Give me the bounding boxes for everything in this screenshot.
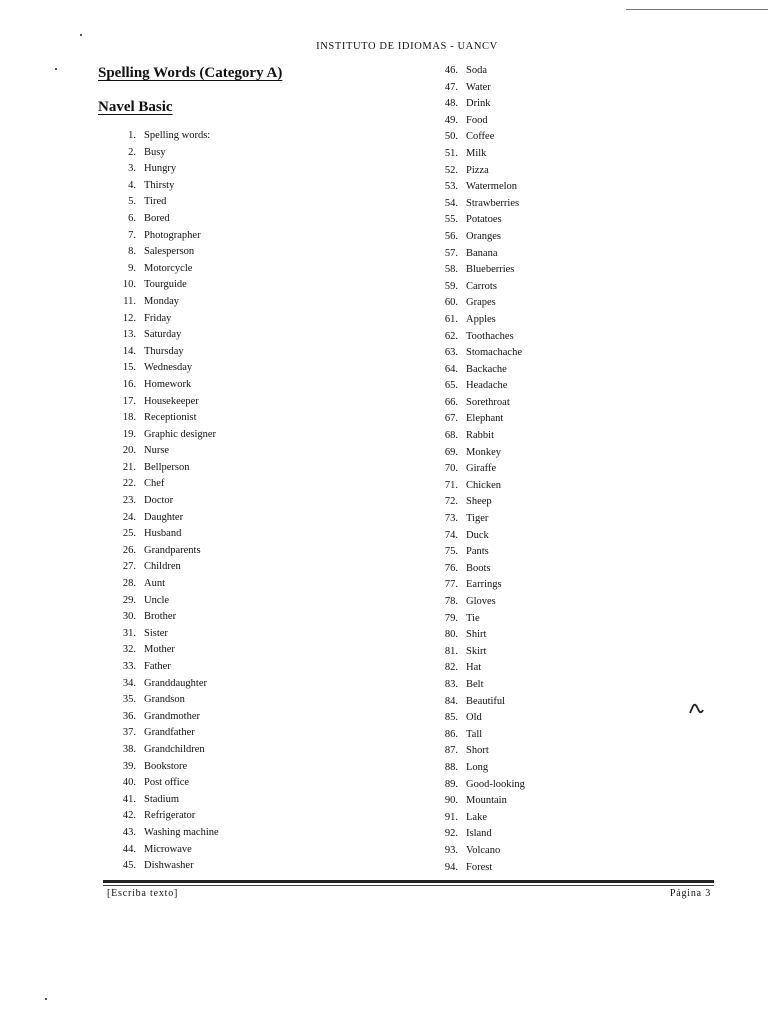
word-item: [106, 294, 219, 311]
word-number: 80.: [444, 629, 458, 641]
word-text: Tall: [466, 728, 483, 740]
word-number: 49.: [444, 114, 458, 126]
word-item: [106, 858, 219, 875]
word-number: 45.: [122, 860, 136, 872]
word-text: Children: [144, 561, 181, 573]
word-item: [430, 113, 525, 130]
word-text: Nurse: [144, 445, 170, 457]
word-text: Brother: [144, 611, 177, 623]
word-number: 2.: [128, 146, 136, 158]
word-number: 59.: [444, 280, 458, 292]
word-text: Giraffe: [466, 463, 497, 475]
word-text: Long: [466, 761, 489, 773]
word-number: 44.: [122, 843, 136, 855]
word-text: Father: [144, 661, 171, 672]
word-item: [430, 129, 525, 146]
word-text: Microwave: [144, 843, 192, 855]
word-item: [430, 295, 525, 312]
word-item: [106, 427, 219, 444]
word-number: 58.: [444, 264, 458, 276]
word-number: 67.: [444, 413, 458, 425]
word-item: [106, 692, 219, 709]
word-text: Grapes: [466, 297, 496, 309]
word-text: Spelling words:: [144, 130, 211, 141]
word-item: [106, 344, 219, 361]
word-item: [430, 660, 525, 677]
word-number: 87.: [444, 745, 458, 757]
word-item: [430, 677, 525, 694]
word-item: [430, 96, 525, 113]
word-item: [430, 212, 525, 229]
word-list-right: [430, 63, 525, 876]
word-text: Housekeeper: [144, 395, 199, 407]
word-text: Banana: [466, 247, 498, 259]
word-text: Refrigerator: [144, 810, 196, 822]
word-text: Chef: [144, 478, 165, 490]
scan-squiggle-mark: [688, 702, 708, 716]
word-number: 37.: [122, 727, 136, 739]
word-item: [106, 626, 219, 643]
word-item: [430, 196, 525, 213]
word-item: [106, 808, 219, 825]
scan-dot: [80, 34, 82, 36]
word-item: [430, 627, 525, 644]
word-text: Short: [466, 745, 489, 757]
word-text: Busy: [144, 146, 166, 158]
word-item: [106, 476, 219, 493]
word-item: [106, 327, 219, 344]
word-item: [430, 279, 525, 296]
word-item: [106, 709, 219, 726]
word-text: Aunt: [144, 578, 165, 590]
word-number: 64.: [444, 363, 458, 375]
word-number: 33.: [122, 661, 136, 672]
word-text: Tiger: [466, 513, 489, 525]
word-text: Carrots: [466, 280, 497, 292]
institute-header: INSTITUTO DE IDIOMAS - UANCV: [316, 41, 498, 52]
word-text: Thursday: [144, 345, 184, 357]
word-text: Milk: [466, 147, 487, 159]
word-text: Grandparents: [144, 544, 201, 556]
word-number: 3.: [128, 163, 136, 175]
word-number: 4.: [128, 179, 136, 191]
word-text: Chicken: [466, 479, 501, 491]
footer-rule-thin: [103, 885, 714, 886]
word-text: Shirt: [466, 629, 487, 641]
word-item: [106, 194, 219, 211]
word-number: 61.: [444, 313, 458, 325]
word-text: Grandchildren: [144, 743, 205, 755]
word-item: [106, 311, 219, 328]
word-number: 94.: [444, 861, 458, 873]
word-text: Beautiful: [466, 695, 506, 707]
word-item: [106, 493, 219, 510]
footer-placeholder-text: [Escriba texto]: [107, 888, 179, 899]
word-item: [430, 727, 525, 744]
word-item: [106, 460, 219, 477]
word-number: 23.: [122, 495, 136, 507]
word-number: 93.: [444, 844, 458, 856]
word-item: [430, 494, 525, 511]
word-number: 55.: [444, 214, 458, 226]
word-item: [430, 378, 525, 395]
word-text: Dishwasher: [144, 860, 194, 872]
word-item: [106, 659, 219, 676]
word-text: Tired: [144, 196, 167, 208]
word-item: [106, 228, 219, 245]
word-text: Oranges: [466, 230, 501, 242]
word-text: Sister: [144, 627, 168, 639]
word-text: Pants: [466, 546, 489, 558]
word-number: 39.: [122, 760, 136, 772]
word-number: 22.: [122, 478, 136, 490]
word-text: Salesperson: [144, 246, 195, 258]
word-text: Water: [466, 81, 491, 93]
word-item: [106, 443, 219, 460]
word-number: 14.: [122, 345, 136, 357]
page-number: Página 3: [669, 888, 711, 899]
word-text: Island: [466, 828, 492, 840]
word-item: [430, 644, 525, 661]
word-number: 36.: [122, 710, 136, 722]
word-text: Mother: [144, 644, 175, 656]
word-number: 1.: [128, 130, 136, 141]
word-number: 62.: [444, 330, 458, 342]
word-list-left: [106, 128, 219, 875]
word-text: Belt: [466, 678, 484, 690]
word-item: [430, 362, 525, 379]
word-number: 92.: [444, 828, 458, 840]
word-item: [430, 826, 525, 843]
word-item: [106, 576, 219, 593]
word-number: 24.: [122, 511, 136, 523]
word-number: 63.: [444, 347, 458, 359]
word-text: Bellperson: [144, 461, 190, 473]
word-number: 8.: [128, 246, 136, 258]
word-text: Potatoes: [466, 214, 502, 226]
word-item: [430, 445, 525, 462]
word-text: Watermelon: [466, 181, 518, 193]
word-item: [430, 80, 525, 97]
word-item: [430, 528, 525, 545]
word-text: Forest: [466, 861, 493, 873]
word-text: Receptionist: [144, 412, 197, 424]
word-item: [430, 561, 525, 578]
word-number: 7.: [128, 229, 136, 241]
word-number: 19.: [122, 428, 136, 440]
word-item: [430, 611, 525, 628]
word-number: 9.: [128, 262, 136, 274]
word-number: 70.: [444, 463, 458, 475]
word-number: 84.: [444, 695, 458, 707]
word-number: 65.: [444, 380, 458, 392]
word-text: Bored: [144, 212, 170, 224]
scan-dot: [45, 998, 47, 1000]
word-item: [430, 793, 525, 810]
word-number: 48.: [444, 98, 458, 110]
word-item: [430, 478, 525, 495]
word-number: 69.: [444, 446, 458, 458]
word-item: [106, 261, 219, 278]
word-item: [430, 411, 525, 428]
word-number: 16.: [122, 378, 136, 390]
word-item: [430, 511, 525, 528]
word-text: Tourguide: [144, 279, 187, 291]
word-item: [106, 178, 219, 195]
word-number: 20.: [122, 445, 136, 457]
word-text: Old: [466, 712, 482, 724]
word-text: Hat: [466, 662, 482, 674]
word-item: [430, 179, 525, 196]
word-number: 66.: [444, 396, 458, 408]
word-number: 5.: [128, 196, 136, 208]
word-item: [430, 777, 525, 794]
word-text: Post office: [144, 777, 190, 789]
word-item: [430, 544, 525, 561]
word-number: 88.: [444, 761, 458, 773]
word-item: [106, 593, 219, 610]
word-text: Apples: [466, 313, 496, 325]
word-text: Daughter: [144, 511, 184, 523]
word-number: 50.: [444, 131, 458, 143]
word-text: Photographer: [144, 229, 201, 241]
word-number: 34.: [122, 677, 136, 689]
word-text: Saturday: [144, 329, 182, 341]
word-item: [430, 146, 525, 163]
word-item: [430, 63, 525, 80]
word-number: 15.: [122, 362, 136, 374]
word-number: 52.: [444, 164, 458, 176]
document-title: Spelling Words (Category A): [98, 65, 283, 81]
word-number: 32.: [122, 644, 136, 656]
word-item: [430, 262, 525, 279]
word-text: Backache: [466, 363, 507, 375]
word-number: 53.: [444, 181, 458, 193]
word-number: 41.: [122, 793, 136, 805]
word-number: 27.: [122, 561, 136, 573]
top-scan-line: [626, 9, 768, 10]
word-item: [106, 394, 219, 411]
word-item: [106, 725, 219, 742]
word-text: Soda: [466, 65, 487, 76]
word-number: 90.: [444, 795, 458, 807]
word-text: Monday: [144, 295, 179, 307]
word-text: Pizza: [466, 164, 489, 176]
word-text: Earrings: [466, 579, 502, 591]
word-text: Doctor: [144, 495, 174, 507]
word-text: Skirt: [466, 645, 487, 657]
word-number: 11.: [123, 295, 136, 307]
word-item: [430, 577, 525, 594]
word-item: [106, 377, 219, 394]
word-item: [430, 594, 525, 611]
word-number: 13.: [122, 329, 136, 341]
word-number: 54.: [444, 197, 458, 209]
word-item: [430, 760, 525, 777]
word-item: [106, 676, 219, 693]
word-number: 83.: [444, 678, 458, 690]
word-text: Sorethroat: [466, 396, 510, 408]
word-item: [106, 510, 219, 527]
word-text: Good-looking: [466, 778, 525, 790]
word-number: 29.: [122, 594, 136, 606]
level-title: Navel Basic: [98, 99, 173, 115]
word-number: 26.: [122, 544, 136, 556]
word-item: [430, 163, 525, 180]
word-item: [106, 642, 219, 659]
word-item: [106, 825, 219, 842]
word-number: 74.: [444, 529, 458, 541]
word-number: 17.: [122, 395, 136, 407]
word-item: [430, 428, 525, 445]
word-item: [106, 211, 219, 228]
word-number: 12.: [122, 312, 136, 324]
word-number: 31.: [122, 627, 136, 639]
word-number: 77.: [444, 579, 458, 591]
word-text: Stomachache: [466, 347, 522, 359]
word-text: Monkey: [466, 446, 501, 458]
word-number: 68.: [444, 430, 458, 442]
word-number: 25.: [122, 528, 136, 540]
word-item: [106, 145, 219, 162]
word-number: 28.: [122, 578, 136, 590]
word-text: Tie: [466, 612, 480, 624]
word-number: 72.: [444, 496, 458, 508]
word-item: [106, 742, 219, 759]
word-item: [430, 860, 525, 877]
word-number: 38.: [122, 743, 136, 755]
word-text: Graphic designer: [144, 428, 217, 440]
word-item: [430, 843, 525, 860]
word-number: 85.: [444, 712, 458, 724]
word-number: 89.: [444, 778, 458, 790]
word-item: [106, 360, 219, 377]
word-text: Grandson: [144, 694, 185, 706]
word-item: [106, 161, 219, 178]
word-number: 79.: [444, 612, 458, 624]
word-text: Toothaches: [466, 330, 514, 342]
word-text: Thirsty: [144, 179, 175, 191]
word-item: [106, 842, 219, 859]
word-number: 71.: [444, 479, 458, 491]
word-number: 18.: [122, 412, 136, 424]
word-item: [430, 345, 525, 362]
word-text: Grandfather: [144, 727, 195, 739]
word-text: Boots: [466, 562, 491, 574]
word-item: [106, 410, 219, 427]
word-number: 78.: [444, 596, 458, 607]
word-item: [106, 775, 219, 792]
word-text: Bookstore: [144, 760, 188, 772]
word-item: [106, 526, 219, 543]
word-item: [430, 743, 525, 760]
word-item: [106, 792, 219, 809]
word-number: 21.: [122, 461, 136, 473]
word-number: 6.: [128, 212, 136, 224]
word-item: [430, 329, 525, 346]
word-number: 46.: [444, 65, 458, 76]
word-text: Drink: [466, 98, 491, 110]
word-number: 43.: [122, 826, 136, 838]
word-text: Uncle: [144, 594, 170, 606]
word-text: Washing machine: [144, 826, 219, 838]
word-item: [106, 609, 219, 626]
word-item: [430, 710, 525, 727]
word-text: Volcano: [466, 844, 501, 856]
word-item: [430, 229, 525, 246]
word-item: [106, 759, 219, 776]
word-text: Coffee: [466, 131, 495, 143]
word-number: 86.: [444, 728, 458, 740]
word-item: [106, 559, 219, 576]
word-number: 35.: [122, 694, 136, 706]
word-number: 42.: [122, 810, 136, 822]
word-text: Husband: [144, 528, 182, 540]
word-number: 76.: [444, 562, 458, 574]
word-text: Friday: [144, 312, 172, 324]
word-text: Homework: [144, 378, 192, 390]
word-number: 73.: [444, 513, 458, 525]
word-item: [430, 395, 525, 412]
word-number: 51.: [444, 147, 458, 159]
word-number: 30.: [122, 611, 136, 623]
word-number: 75.: [444, 546, 458, 558]
word-item: [106, 277, 219, 294]
word-number: 10.: [122, 279, 136, 291]
word-number: 81.: [444, 645, 458, 657]
word-text: Blueberries: [466, 264, 515, 276]
word-text: Gloves: [466, 596, 496, 607]
word-text: Hungry: [144, 163, 177, 175]
word-text: Strawberries: [466, 197, 520, 209]
word-number: 82.: [444, 662, 458, 674]
word-number: 57.: [444, 247, 458, 259]
word-item: [430, 461, 525, 478]
word-text: Wednesday: [144, 362, 193, 374]
word-number: 40.: [122, 777, 136, 789]
word-text: Motorcycle: [144, 262, 193, 274]
word-text: Mountain: [466, 795, 507, 807]
word-text: Lake: [466, 811, 487, 823]
word-number: 60.: [444, 297, 458, 309]
word-item: [106, 543, 219, 560]
word-item: [430, 246, 525, 263]
word-item: [106, 244, 219, 261]
word-text: Granddaughter: [144, 677, 207, 689]
word-text: Grandmother: [144, 710, 200, 722]
word-text: Food: [466, 114, 488, 126]
scan-dot: [55, 68, 57, 70]
word-number: 47.: [444, 81, 458, 93]
word-text: Elephant: [466, 413, 504, 425]
word-item: [430, 694, 525, 711]
word-text: Headache: [466, 380, 508, 392]
word-item: [106, 128, 219, 145]
word-text: Rabbit: [466, 430, 494, 442]
word-text: Sheep: [466, 496, 492, 508]
word-item: [430, 312, 525, 329]
word-item: [430, 810, 525, 827]
footer-rule: [103, 880, 714, 883]
word-number: 91.: [444, 811, 458, 823]
word-number: 56.: [444, 230, 458, 242]
word-text: Stadium: [144, 793, 180, 805]
word-text: Duck: [466, 529, 489, 541]
